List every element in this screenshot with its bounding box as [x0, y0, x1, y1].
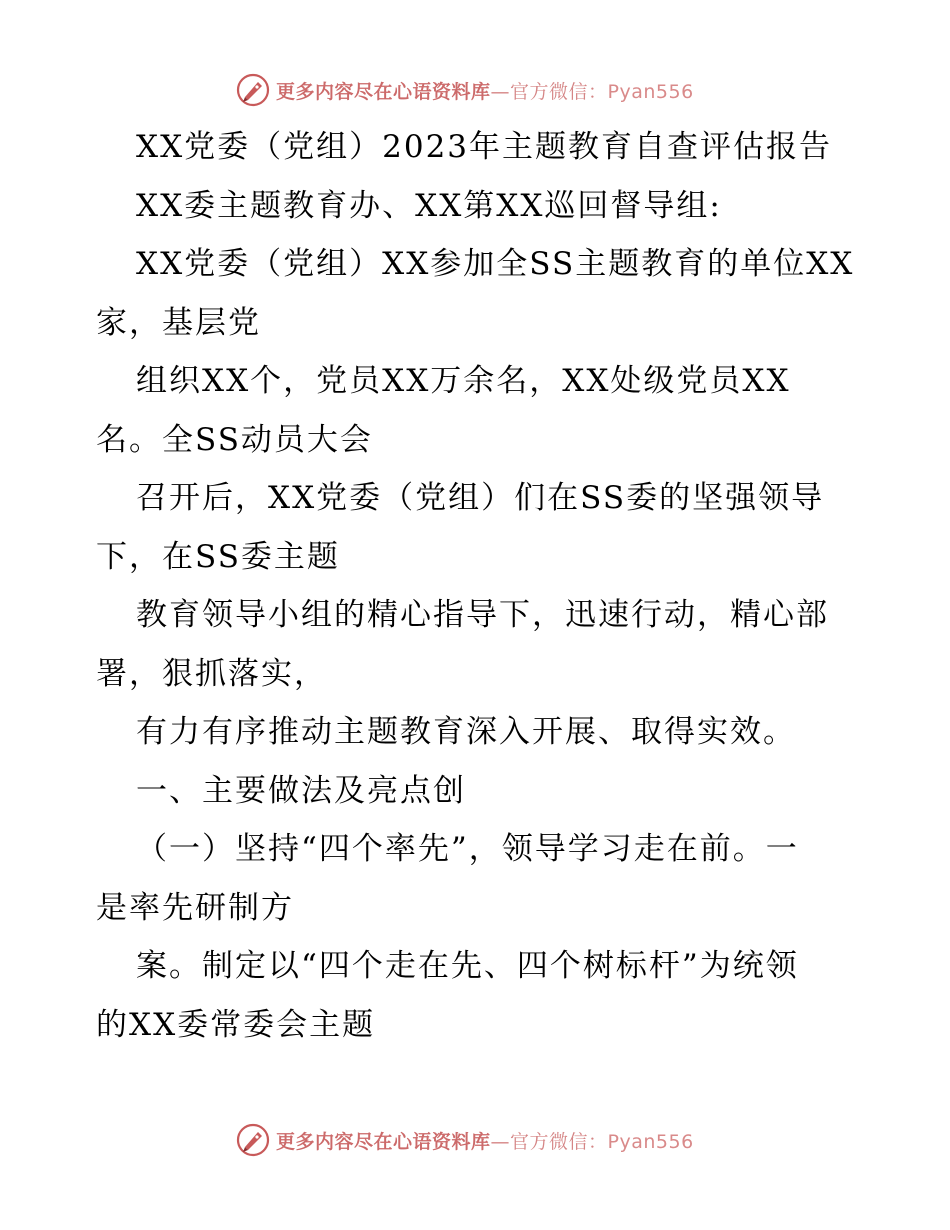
watermark-header: [236, 72, 694, 108]
watermark-wechat-id: Pyan556: [607, 1130, 694, 1153]
paragraph-line: 召开后，XX党委（党组）们在SS委的坚强领导: [136, 480, 825, 516]
paragraph-line: 家，基层党: [96, 304, 261, 341]
watermark-dash: —: [490, 80, 511, 103]
paragraph-line: 有力有序推动主题教育深入开展、取得实效。: [136, 714, 796, 750]
paragraph-line: 名。全SS动员大会: [96, 421, 373, 458]
watermark-sub-text: 官方微信：: [510, 1130, 608, 1153]
pen-nib-logo-icon: [236, 1123, 270, 1157]
paragraph-line: 案。制定以“四个走在先、四个树标杆”为统领: [136, 948, 799, 984]
watermark-footer: [236, 1122, 694, 1158]
watermark-wechat-id: Pyan556: [607, 80, 694, 103]
document-body: [96, 118, 856, 1054]
paragraph-line: 的XX委常委会主题: [96, 1006, 376, 1043]
subsection-heading: （一）坚持“四个率先”，领导学习走在前。一: [136, 831, 799, 867]
document-title: XX党委（党组）2023年主题教育自查评估报告: [136, 129, 833, 165]
watermark-dash: —: [490, 1130, 511, 1153]
watermark-sub-text: 官方微信：: [510, 80, 608, 103]
watermark-text: [276, 1127, 694, 1154]
watermark-text: [276, 77, 694, 104]
watermark-main-text: 更多内容尽在心语资料库: [276, 1130, 491, 1153]
paragraph-line: XX党委（党组）XX参加全SS主题教育的单位XX: [136, 246, 855, 282]
pen-nib-logo-icon: [236, 73, 270, 107]
paragraph-line: 组织XX个，党员XX万余名，XX处级党员XX: [136, 363, 791, 399]
paragraph-line: 是率先研制方: [96, 889, 294, 926]
paragraph-line: XX委主题教育办、XX第XX巡回督导组:: [136, 187, 722, 224]
paragraph-line: 教育领导小组的精心指导下，迅速行动，精心部: [136, 597, 829, 633]
paragraph-line: 署，狠抓落实，: [96, 655, 327, 692]
section-heading: 一、主要做法及亮点创: [136, 772, 466, 809]
watermark-main-text: 更多内容尽在心语资料库: [276, 80, 491, 103]
paragraph-line: 下，在SS委主题: [96, 538, 340, 575]
